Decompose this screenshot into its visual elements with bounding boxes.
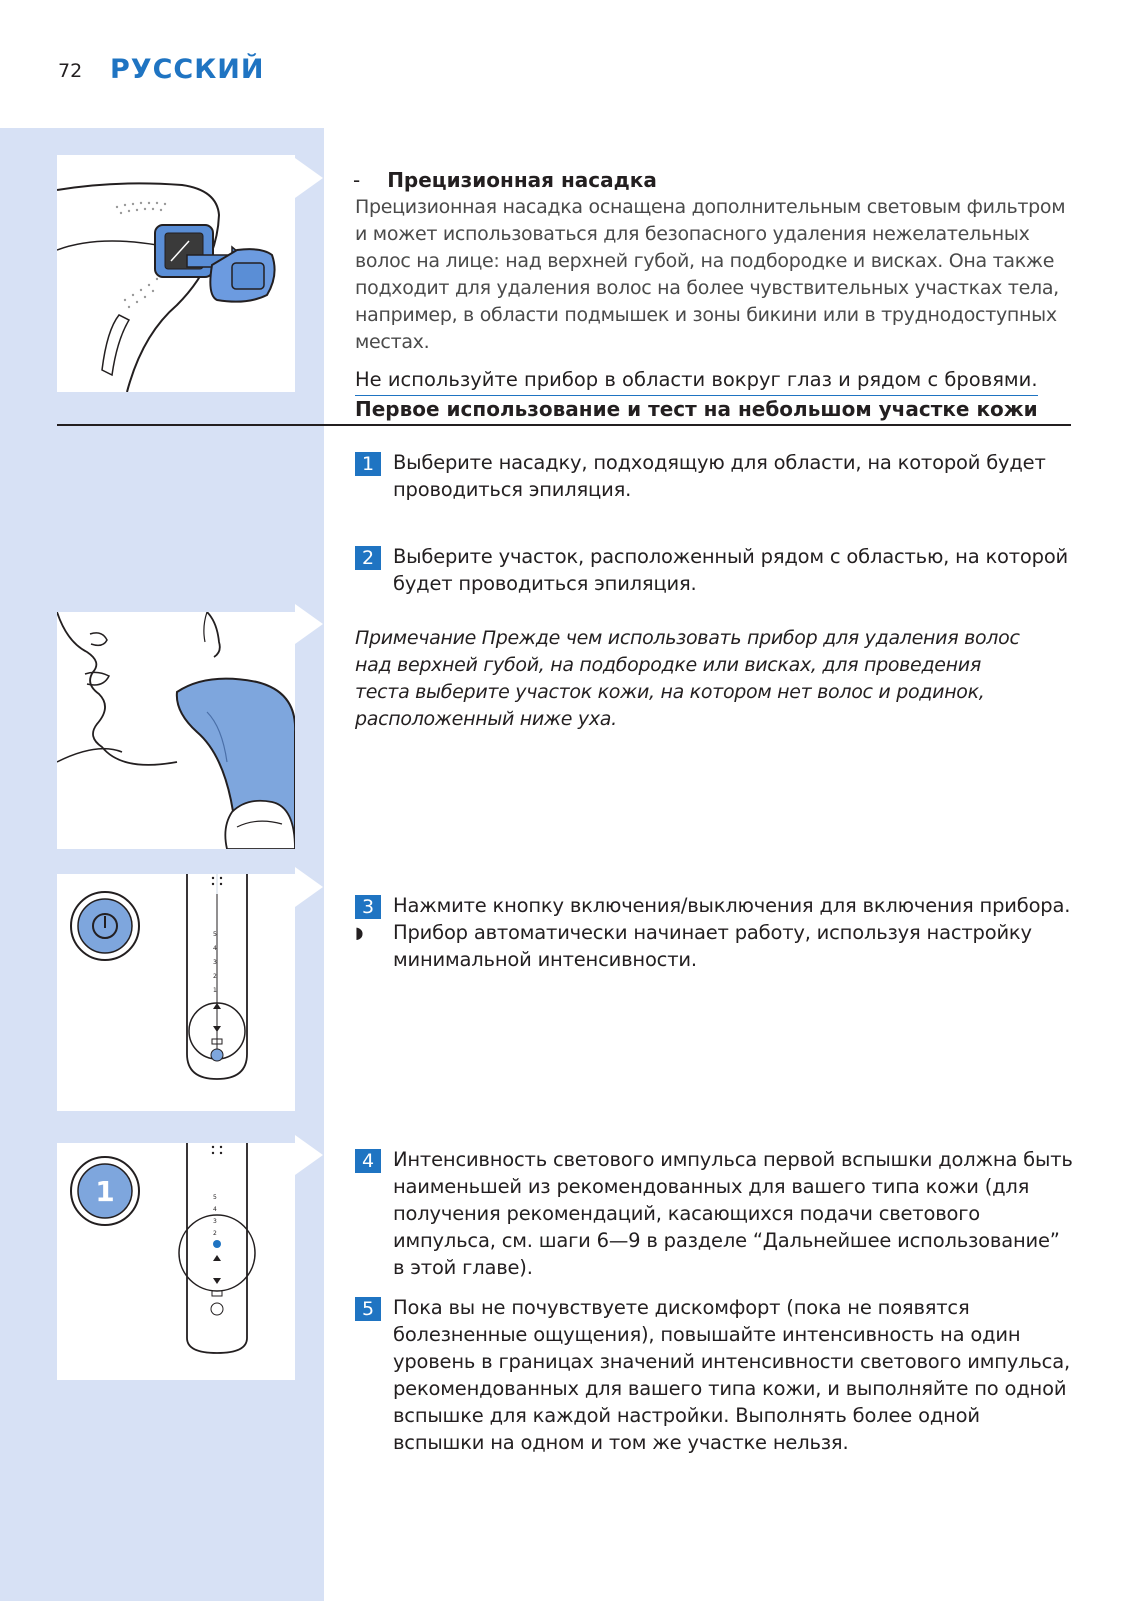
level-tick: 4 bbox=[213, 1206, 217, 1213]
step-number: 1 bbox=[355, 452, 381, 476]
svg-text:5: 5 bbox=[213, 931, 217, 938]
precision-title-line bbox=[355, 167, 1075, 194]
result-line bbox=[355, 919, 1075, 973]
note-text: Примечание Прежде чем использовать прибор для удаления волос над верхней губой, на подбородке или висках, для проведения теста выберите участок кожи, на котором нет волос и родинок, расположенный ниже уха. bbox=[355, 627, 1020, 730]
illustration-precision-attachment bbox=[57, 155, 295, 392]
step-text: Выберите насадку, подходящую для области, на которой будет проводиться эпиляция. bbox=[393, 451, 1046, 501]
step-5 bbox=[355, 1294, 1075, 1456]
precision-description: Прецизионная насадка оснащена дополнительным световым фильтром и может использоваться для безопасного удаления нежелательных волос на лице: над верхней губой, на подбородке и висках. Она также подходит для удаления волос на более чувствительных участках тела, например, в области подмышек и зоны бикини или в труднодоступных местах. bbox=[355, 196, 1066, 353]
step-number: 4 bbox=[355, 1149, 381, 1173]
level-tick: 2 bbox=[213, 1230, 217, 1237]
language-title: РУССКИЙ bbox=[110, 54, 265, 85]
step-number: 3 bbox=[355, 895, 381, 919]
result-bullet: ◗ bbox=[355, 923, 364, 942]
step-4 bbox=[355, 1146, 1075, 1281]
step-text: Выберите участок, расположенный рядом с областью, на которой будет проводиться эпиляция. bbox=[393, 545, 1069, 595]
svg-text:1: 1 bbox=[213, 987, 217, 994]
level-badge: 1 bbox=[95, 1175, 115, 1208]
section-heading: Первое использование и тест на небольшом участке кожи bbox=[355, 397, 1038, 421]
list-dash: - bbox=[353, 168, 361, 192]
step-number: 2 bbox=[355, 546, 381, 570]
step-text: Интенсивность светового импульса первой вспышки должна быть наименьшей из рекомендованных для вашего типа кожи (для получения рекомендаций, касающихся подачи светового импульса, см. шаги 6—9 в разделе “Дальнейшее использование” в этой главе). bbox=[393, 1148, 1073, 1279]
illustration-face-test-area bbox=[57, 612, 295, 849]
callout-pointer bbox=[295, 1135, 323, 1175]
illustration-device-power bbox=[57, 874, 295, 1111]
step-text: Пока вы не почувствуете дискомфорт (пока не появятся болезненные ощущения), повышайте интенсивность на один уровень в границах значений интенсивности светового импульса, рекомендованных для вашего типа кожи, и выполняйте по одной вспышке для каждой настройки. Выполнять более одной вспышки на одном и том же участке нельзя. bbox=[393, 1296, 1070, 1454]
section-divider bbox=[57, 424, 1071, 426]
illustration-device-intensity bbox=[57, 1143, 295, 1380]
step-2 bbox=[355, 543, 1075, 597]
page-number: 72 bbox=[58, 60, 83, 82]
step-number: 5 bbox=[355, 1297, 381, 1321]
callout-pointer bbox=[295, 158, 323, 198]
level-tick: 5 bbox=[213, 1194, 217, 1201]
step-3 bbox=[355, 892, 1075, 973]
svg-text:2: 2 bbox=[213, 973, 217, 980]
step-1 bbox=[355, 449, 1075, 503]
step-text: Нажмите кнопку включения/выключения для включения прибора. bbox=[393, 894, 1071, 917]
callout-pointer bbox=[295, 604, 323, 644]
svg-text:3: 3 bbox=[213, 959, 217, 966]
precision-title: Прецизионная насадка bbox=[387, 168, 657, 192]
warning-text: Не используйте прибор в области вокруг глаз и рядом с бровями. bbox=[355, 366, 1038, 396]
callout-pointer bbox=[295, 867, 323, 907]
level-tick: 3 bbox=[213, 1218, 217, 1225]
svg-text:4: 4 bbox=[213, 945, 217, 952]
precision-attachment-block bbox=[355, 167, 1075, 396]
result-text: Прибор автоматически начинает работу, используя настройку минимальной интенсивности. bbox=[393, 921, 1032, 971]
